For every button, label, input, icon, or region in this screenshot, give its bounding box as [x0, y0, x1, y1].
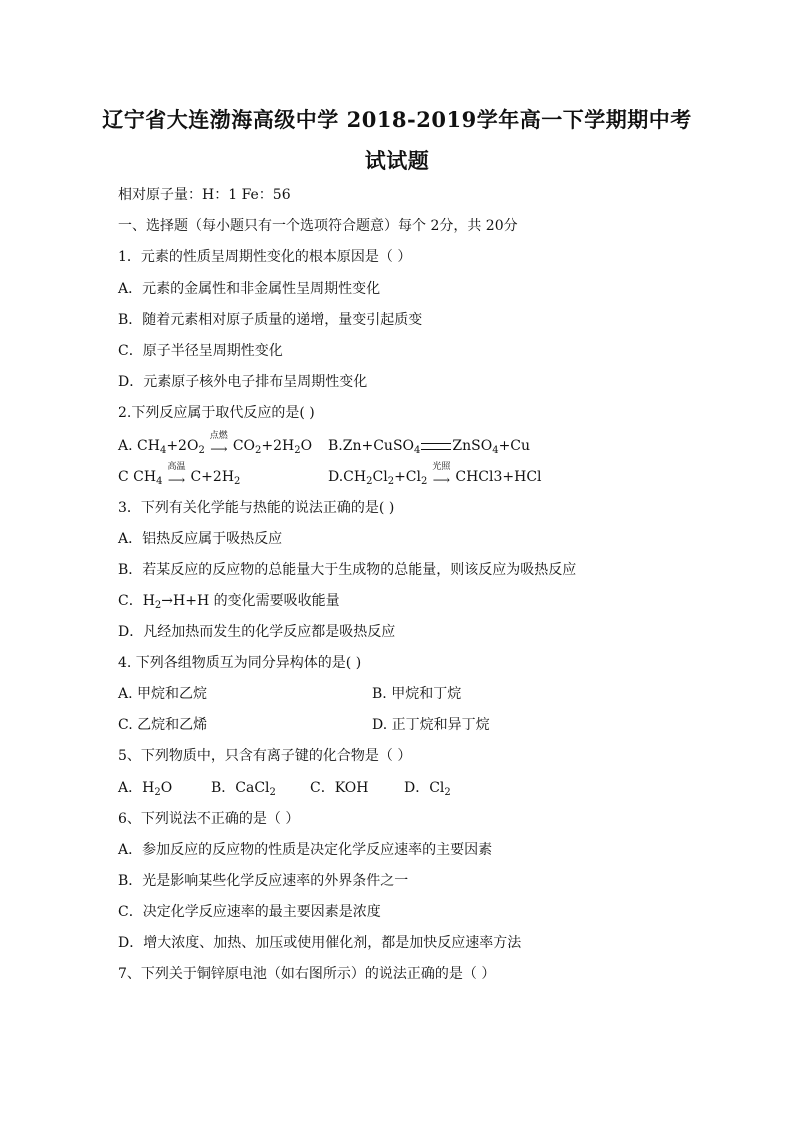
reaction-arrow: 光照 ⟶ [432, 462, 451, 487]
q6-stem: 6、下列说法不正确的是（ ） [118, 811, 300, 827]
q6-option-d: D．增大浓度、加热、加压或使用催化剂，都是加快反应速率方法 [118, 935, 522, 951]
q3-option-c: C．$H_2\to H+H$ 的变化需要吸收能量 [118, 593, 340, 611]
q2-option-d: $D.CH_2Cl_2+Cl_2$ 光照 ⟶ CHCl3+HCl [328, 462, 542, 487]
q1-option-a: A．元素的金属性和非金属性呈周期性变化 [118, 281, 381, 297]
q1-option-c: C．原子半径呈周期性变化 [118, 343, 283, 359]
q2-option-b: B.Zn+CuSO$_4$ ZnSO$_4$+Cu [328, 438, 531, 456]
q4-option-c: C. 乙烷和乙烯 [118, 717, 208, 733]
q4-option-d: D. 正丁烷和异丁烷 [372, 717, 490, 733]
q6-option-a: A．参加反应的反应物的性质是决定化学反应速率的主要因素 [118, 842, 493, 858]
document-title-line1: 辽宁省大连渤海高级中学 2018-2019学年高一下学期期中考 [102, 107, 692, 132]
reaction-arrow: 点燃 ⟶ [209, 431, 228, 456]
q6-option-b: B．光是影响某些化学反应速率的外界条件之一 [118, 873, 409, 889]
atomic-mass-note: 相对原子量：H：1 Fe：56 [118, 187, 291, 203]
reaction-arrow: 高温 ⟶ [167, 462, 186, 487]
q5-option-d: D．$Cl_2$ [404, 780, 451, 798]
section-heading: 一、选择题（每小题只有一个选项符合题意）每个 2分，共 20分 [118, 218, 518, 234]
q4-stem: 4. 下列各组物质互为同分异构体的是( ) [118, 655, 362, 671]
q5-option-b: B．CaCl$_2$ [211, 780, 276, 798]
q3-option-b: B．若某反应的反应物的总能量大于生成物的总能量，则该反应为吸热反应 [118, 562, 577, 578]
q5-option-a: A．$H_2O$ [118, 780, 173, 798]
q1-stem: 1．元素的性质呈周期性变化的根本原因是（ ） [118, 249, 412, 265]
q1-option-d: D．元素原子核外电子排布呈周期性变化 [118, 374, 368, 390]
q2-option-a: A. $CH_4+2O_2$ 点燃 ⟶ $CO_2+2H_2O$ [118, 431, 313, 456]
q4-option-a: A. 甲烷和乙烷 [118, 686, 208, 702]
q2-stem: 2.下列反应属于取代反应的是( ) [118, 405, 315, 421]
q5-option-c: C．KOH [310, 780, 369, 796]
q1-option-b: B．随着元素相对原子质量的递增，量变引起质变 [118, 312, 423, 328]
document-title-line2: 试试题 [364, 148, 430, 173]
q4-option-b: B. 甲烷和丁烷 [372, 686, 462, 702]
q3-option-a: A．铝热反应属于吸热反应 [118, 531, 283, 547]
q7-stem: 7、下列关于铜锌原电池（如右图所示）的说法正确的是（ ） [118, 966, 496, 982]
q2-option-c: C $CH_4$ 高温 ⟶ $C+2H_2$ [118, 462, 241, 487]
q3-stem: 3．下列有关化学能与热能的说法正确的是( ) [118, 500, 395, 516]
q5-stem: 5、下列物质中，只含有离子键的化合物是（ ） [118, 748, 412, 764]
q6-option-c: C．决定化学反应速率的最主要因素是浓度 [118, 904, 381, 920]
equals-sign [421, 443, 451, 450]
q3-option-d: D．凡经加热而发生的化学反应都是吸热反应 [118, 624, 396, 640]
